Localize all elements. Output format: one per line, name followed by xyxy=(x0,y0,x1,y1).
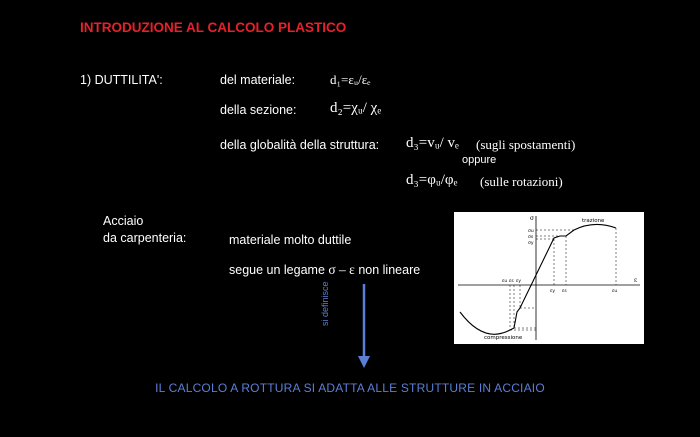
epsilon-axis-label: ε xyxy=(634,277,638,284)
stress-strain-diagram xyxy=(454,212,644,344)
stress-strain-svg xyxy=(454,212,644,344)
global-note: (sugli spostamenti) xyxy=(476,137,576,152)
steel-desc-law-symbol: σ – ε xyxy=(328,262,355,277)
oppure-label: oppure xyxy=(462,154,497,166)
tick-ss: σs xyxy=(528,235,534,240)
slide-title: INTRODUZIONE AL CALCOLO PLASTICO xyxy=(80,20,347,35)
steel-label-line2: da carpenteria: xyxy=(103,231,187,245)
tick-c-es: εs xyxy=(509,279,514,284)
arrow-label: si definisce xyxy=(320,281,330,326)
tick-c-eu: εu xyxy=(502,279,508,284)
steel-desc-law xyxy=(229,262,420,278)
steel-desc-law-post: non lineare xyxy=(358,263,421,277)
steel-label-line1: Acciaio xyxy=(103,214,144,228)
stress-strain-curve xyxy=(460,224,616,334)
section-formula: d₂=χᵤ/ χₑ xyxy=(330,100,382,116)
sigma-axis-label: σ xyxy=(530,215,535,222)
tick-c-ey: εy xyxy=(516,279,522,284)
traction-label: trazione xyxy=(582,218,605,224)
tick-sy: σy xyxy=(528,241,534,246)
steel-desc-ductile: materiale molto duttile xyxy=(229,233,352,247)
tick-ey: εy xyxy=(550,289,556,294)
global-label: della globalità della struttura: xyxy=(220,138,380,152)
material-label: del materiale: xyxy=(220,73,296,87)
section-heading: 1) DUTTILITA': xyxy=(80,73,163,87)
conclusion-text: IL CALCOLO A ROTTURA SI ADATTA ALLE STRUTTURE IN ACCIAIO xyxy=(155,381,545,395)
global-formula: d₃=vᵤ/ vₑ xyxy=(406,135,459,151)
tick-eu: εu xyxy=(612,289,618,294)
global-note-rotations: (sulle rotazioni) xyxy=(480,174,563,189)
tick-su: σu xyxy=(528,229,534,234)
tick-es: εs xyxy=(562,289,567,294)
down-arrow-icon xyxy=(356,284,372,370)
compression-label: compressione xyxy=(484,335,523,341)
material-formula: d₁=εᵤ/εₑ xyxy=(330,72,371,87)
section-label: della sezione: xyxy=(220,103,297,117)
steel-desc-law-pre: segue un legame xyxy=(229,263,325,277)
global-formula-rotations: d₃=φᵤ/φₑ xyxy=(406,172,458,188)
